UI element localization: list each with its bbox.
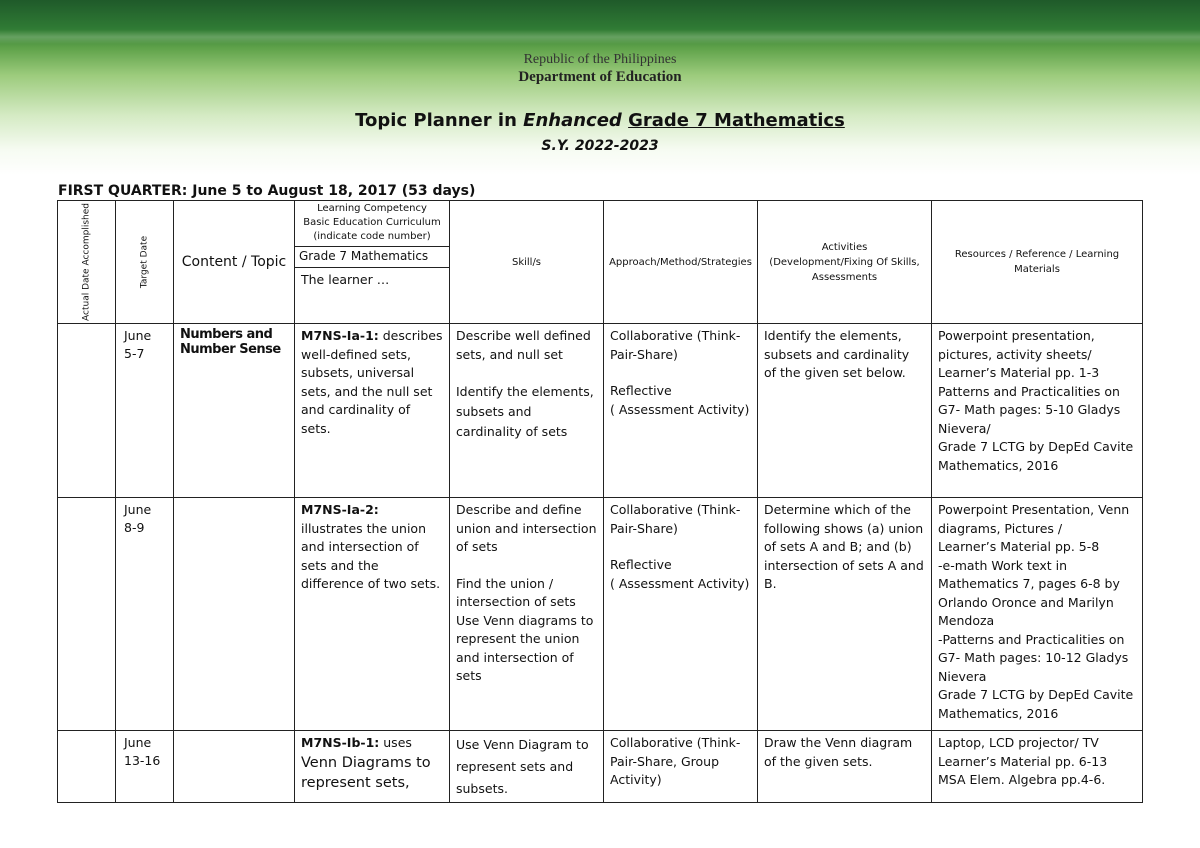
actual-date-label: Actual Date Accomplished [81, 203, 91, 321]
page-title [0, 110, 1200, 131]
approach-item: Reflective [610, 383, 672, 398]
actual-date-cell [58, 731, 116, 803]
lc-grade: Grade 7 Mathematics [295, 247, 449, 268]
republic-label: Republic of the Philippines [523, 52, 677, 67]
target-date-label: Target Date [139, 235, 149, 289]
resource-item: Learner’s Material pp. 6-13 [938, 753, 1108, 769]
approach-cell [604, 731, 758, 803]
target-date-cell: June 8-9 [116, 498, 174, 731]
activities-title: Activities [821, 241, 868, 253]
competency-cell [295, 498, 450, 731]
skills-cell [450, 731, 604, 803]
target-date-cell: June 13-16 [116, 731, 174, 803]
approach-item: Collaborative (Think-Pair-Share, Group Activity) [610, 735, 741, 787]
resource-item: Powerpoint presentation, pictures, activity sheets/ [938, 328, 1095, 362]
skill-item: Use Venn diagrams to represent the union and intersection of sets [456, 612, 594, 683]
col-learning-competency [295, 201, 450, 324]
title-italic: Enhanced [523, 110, 622, 131]
col-resources: Resources / Reference / Learning Materials [932, 201, 1143, 324]
activity-cell: Identify the elements, subsets and cardinality of the given set below. [758, 324, 932, 498]
approach-item: ( Assessment Activity) [610, 575, 750, 591]
competency-cell [295, 324, 450, 498]
banner-stripe [0, 30, 1200, 44]
resource-item: Learner’s Material pp. 5-8 [938, 539, 1100, 554]
quarter-heading: FIRST QUARTER: June 5 to August 18, 2017 (53 days) [58, 183, 476, 199]
target-date-cell: June 5-7 [116, 324, 174, 498]
skills-cell [450, 498, 604, 731]
table-row [58, 498, 1143, 731]
competency-text: uses [379, 735, 412, 750]
topic-cell [174, 498, 295, 731]
competency-text: illustrates the union and intersection of sets and the difference of two sets. [301, 520, 441, 591]
table-row [58, 731, 1143, 803]
topic-cell [174, 731, 295, 803]
activity-cell: Draw the Venn diagram of the given sets. [758, 731, 932, 803]
activity-cell: Determine which of the following shows (a) union of sets A and B; and (b) intersection of sets A and B. [758, 498, 932, 731]
activities-sub: (Development/Fixing Of Skills, Assessments [769, 256, 920, 283]
actual-date-cell [58, 324, 116, 498]
col-skills: Skill/s [450, 201, 604, 324]
actual-date-cell [58, 498, 116, 731]
resources-cell [932, 324, 1143, 498]
title-part1: Topic Planner in [355, 110, 524, 131]
lc-header [295, 201, 449, 247]
col-activities [758, 201, 932, 324]
skill-item: Describe and define union and intersection of sets [456, 502, 597, 554]
competency-text: describes well-defined sets, subsets, universal sets, and the null set and cardinality of sets. [301, 328, 443, 436]
approach-item: Collaborative (Think-Pair-Share) [610, 502, 741, 536]
resource-item: MSA Elem. Algebra pp.4-6. [938, 772, 1106, 787]
title-underlined: Grade 7 Mathematics [628, 110, 845, 131]
skill-item: Use Venn Diagram to represent sets and subsets. [456, 737, 589, 796]
approach-item: Collaborative (Think-Pair-Share) [610, 328, 741, 362]
lc-title: Learning Competency [317, 203, 427, 214]
col-actual-date [58, 201, 116, 324]
lc-curriculum: Basic Education Curriculum [303, 217, 441, 228]
approach-cell [604, 324, 758, 498]
resource-item: Grade 7 LCTG by DepEd Cavite Mathematics, 2016 [938, 439, 1134, 473]
skill-item: Find the union / intersection of sets [456, 575, 576, 609]
school-year: S.Y. 2022-2023 [541, 138, 659, 154]
table-row [58, 324, 1143, 498]
competency-code: M7NS-Ib-1: [301, 735, 380, 750]
resource-item: -Patterns and Practicalities on G7- Math pages: 10-12 Gladys Nievera [938, 631, 1129, 684]
approach-item: ( Assessment Activity) [610, 401, 750, 417]
topic-cell: Numbers and Number Sense [174, 324, 295, 498]
col-content-topic: Content / Topic [174, 201, 295, 324]
competency-code: M7NS-Ia-2: [301, 502, 379, 517]
competency-cell [295, 731, 450, 803]
lc-learner: The learner … [301, 272, 390, 287]
resource-item: Patterns and Practicalities on G7- Math pages: 5-10 Gladys Nievera/ [938, 383, 1121, 436]
competency-code: M7NS-Ia-1: [301, 328, 379, 343]
resources-cell [932, 498, 1143, 731]
resource-item: -e-math Work text in Mathematics 7, pages 6-8 by Orlando Oronce and Marilyn Mendoza [938, 557, 1120, 628]
resource-item: Learner’s Material pp. 1-3 [938, 365, 1100, 380]
topic-planner-table [57, 200, 1143, 803]
resource-item: Laptop, LCD projector/ TV [938, 735, 1099, 750]
skill-item: Identify the elements, subsets and cardinality of sets [456, 384, 594, 439]
approach-item: Reflective [610, 557, 672, 572]
skills-cell [450, 324, 604, 498]
resource-item: Powerpoint Presentation, Venn diagrams, Pictures / [938, 502, 1130, 536]
resources-cell [932, 731, 1143, 803]
resource-item: Grade 7 LCTG by DepEd Cavite Mathematics, 2016 [938, 687, 1134, 721]
lc-code: (indicate code number) [313, 231, 431, 242]
skill-item: Describe well defined sets, and null set [456, 328, 591, 362]
col-approach: Approach/Method/Strategies [604, 201, 758, 324]
approach-cell [604, 498, 758, 731]
competency-text-large: Venn Diagrams to represent sets, [301, 754, 431, 791]
header-row [58, 201, 1143, 324]
department-label: Department of Education [518, 69, 682, 85]
col-target-date [116, 201, 174, 324]
